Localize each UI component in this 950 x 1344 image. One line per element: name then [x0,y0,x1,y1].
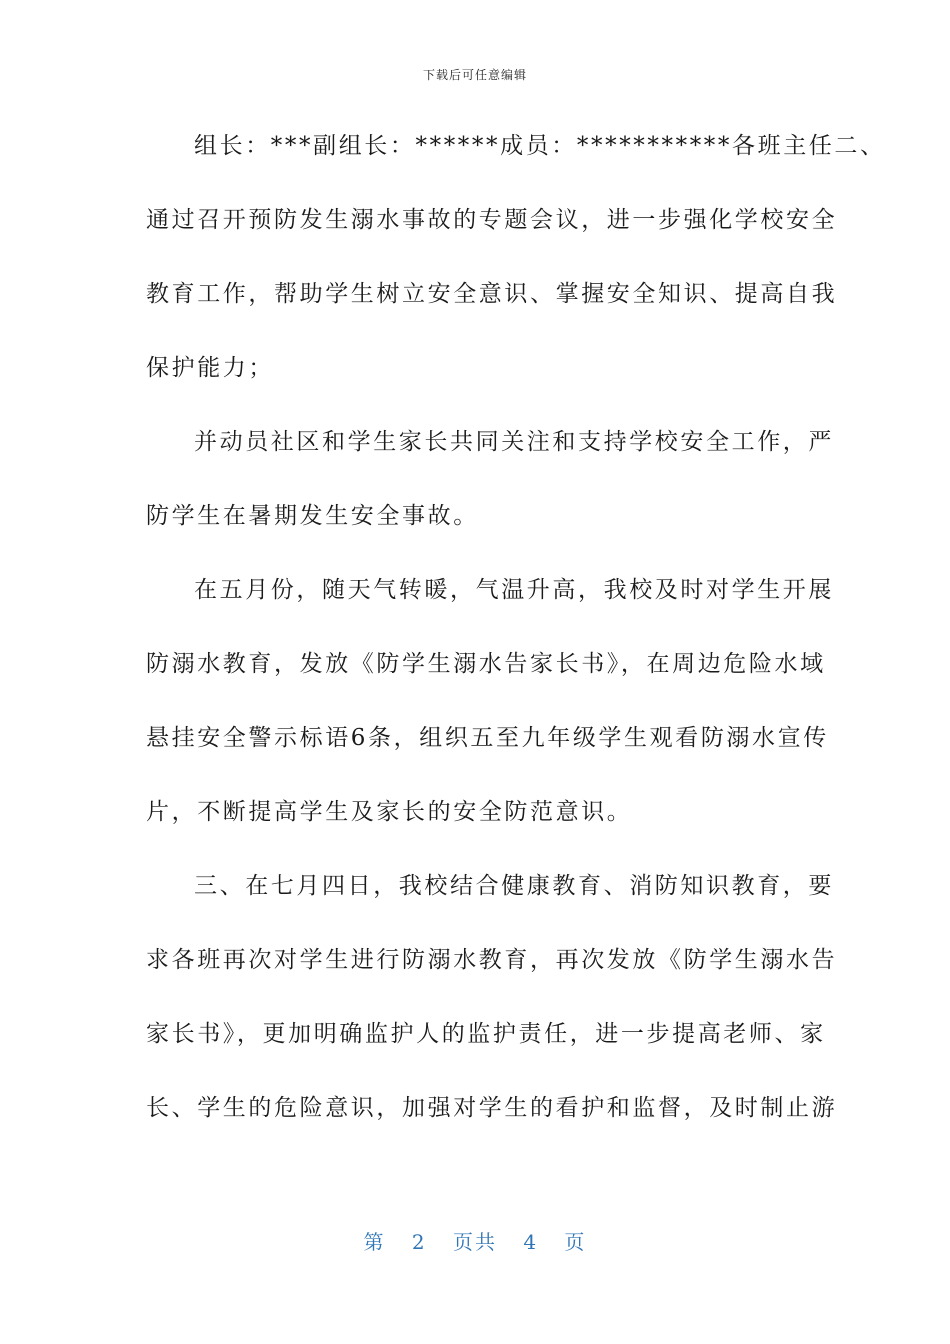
text-line: 组长：***副组长：******成员：***********各班主任二、 [194,133,886,159]
text-line: 通过召开预防发生溺水事故的专题会议，进一步强化学校安全 [146,207,838,233]
header-note: 下载后可任意编辑 [422,68,527,82]
text-line: 片，不断提高学生及家长的安全防范意识。 [146,799,633,825]
text-line: 家长书》，更加明确监护人的监护责任，进一步提高老师、家 [146,1021,826,1047]
page-number: 第 2 页共 4 页 [363,1230,587,1254]
text-line: 防学生在暑期发生安全事故。 [146,503,479,529]
text-line: 防溺水教育，发放《防学生溺水告家长书》，在周边危险水域 [146,651,826,677]
text-line: 悬挂安全警示标语6条，组织五至九年级学生观看防溺水宣传 [146,725,829,751]
text-line: 并动员社区和学生家长共同关注和支持学校安全工作，严 [194,429,834,455]
text-line: 保护能力； [146,355,274,381]
text-line: 三、在七月四日，我校结合健康教育、消防知识教育，要 [194,873,834,899]
document-body [146,126,886,1162]
text-line: 教育工作，帮助学生树立安全意识、掌握安全知识、提高自我 [146,281,838,307]
text-line: 长、学生的危险意识，加强对学生的看护和监督，及时制止游 [146,1095,838,1121]
text-line: 求各班再次对学生进行防溺水教育，再次发放《防学生溺水告 [146,947,838,973]
text-line: 在五月份，随天气转暖，气温升高，我校及时对学生开展 [194,577,834,603]
